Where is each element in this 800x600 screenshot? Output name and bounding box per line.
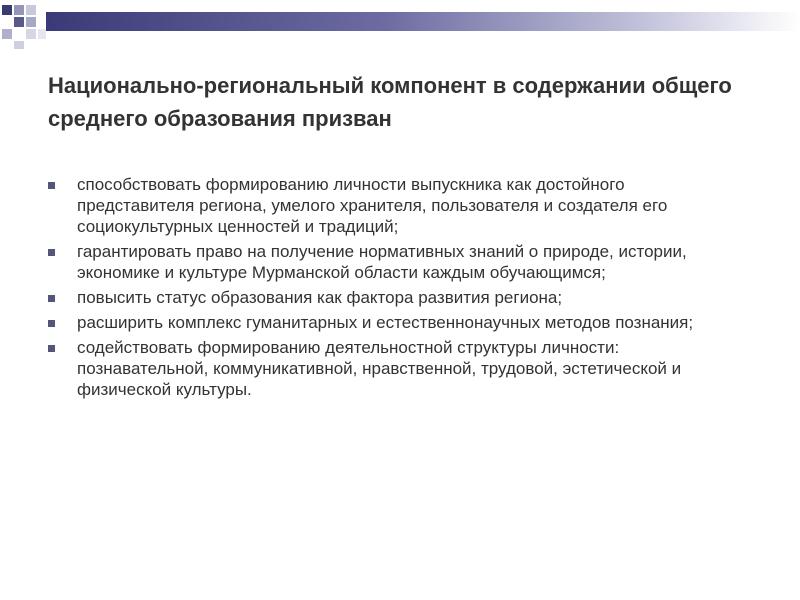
header-banner-graphic [0,0,800,50]
list-item-text: повысить статус образования как фактора развития региона; [77,288,563,307]
list-item-text: способствовать формированию личности выпускника как достойного представителя региона, умелого хранителя, пользователя и создателя его социокультурных ценностей и традиций; [77,175,668,236]
list-item [48,174,728,237]
slide-title: Национально-региональный компонент в содержании общего среднего образования призван [48,73,732,131]
header-squares [2,5,46,49]
list-item [48,241,728,283]
header-decoration [0,0,800,50]
list-item [48,312,728,333]
square-bullet-icon [48,320,55,327]
list-item-text: содействовать формированию деятельностной структуры личности: познавательной, коммуникативной, нравственной, трудовой, эстетической и физической культуры. [77,338,682,399]
list-item-text: гарантировать право на получение нормативных знаний о природе, истории, экономике и культуре Мурманской области каждым обучающимся; [77,242,687,282]
square-bullet-icon [48,249,55,256]
header-gradient-bar [46,12,800,31]
list-item-text: расширить комплекс гуманитарных и естественнонаучных методов познания; [77,313,694,332]
square-bullet-icon [48,345,55,352]
square-bullet-icon [48,182,55,189]
list-item [48,287,728,308]
square-bullet-icon [48,295,55,302]
bullet-list [48,174,728,404]
list-item [48,337,728,400]
